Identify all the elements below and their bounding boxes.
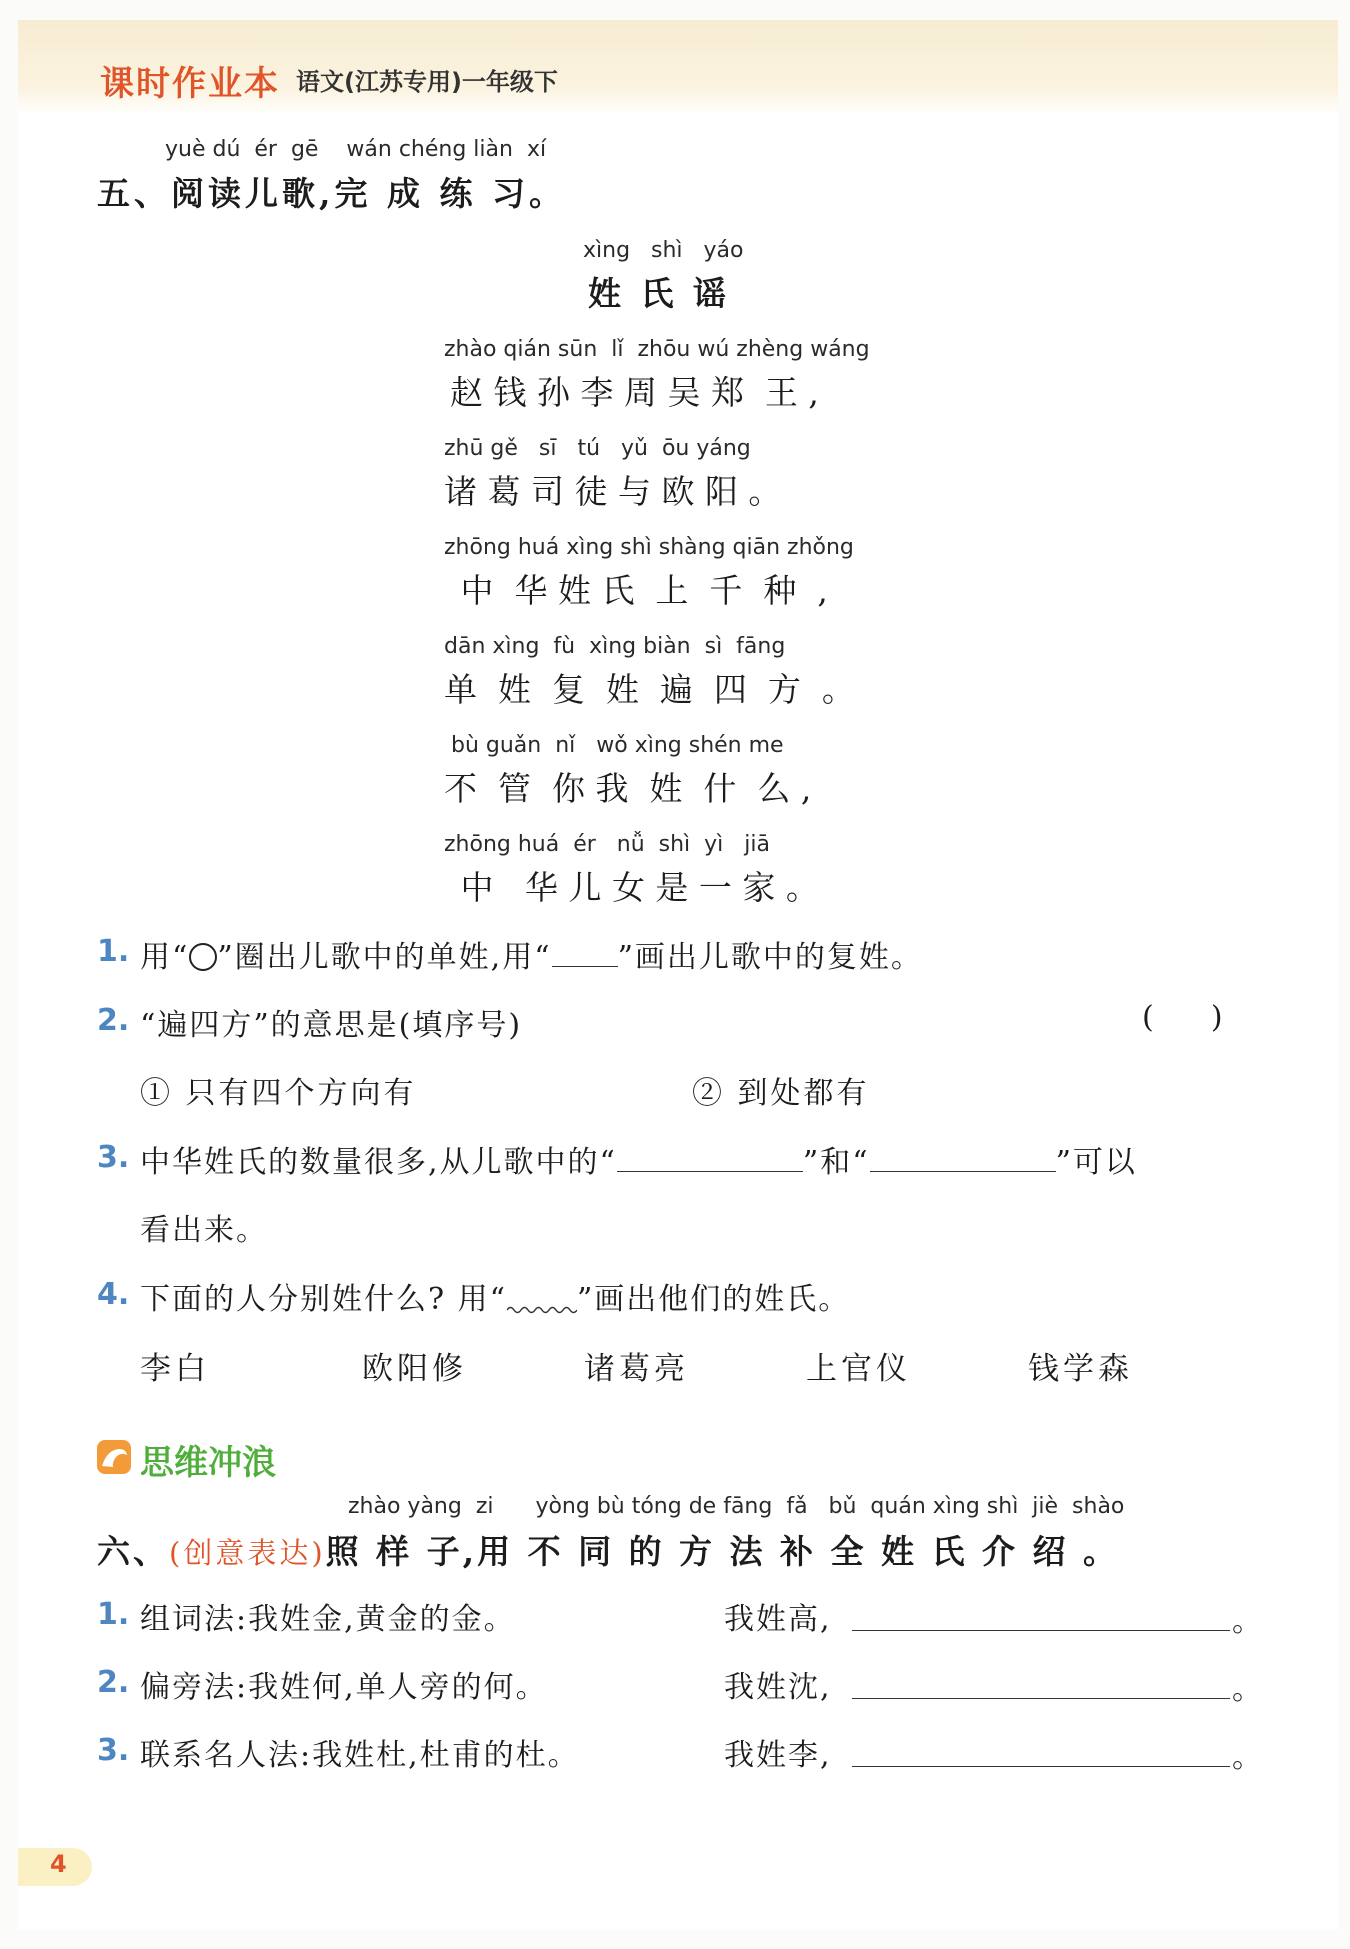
person-name[interactable]: 李白 [140, 1351, 210, 1387]
option-1: ① 只有四个方向有 [140, 1076, 417, 1111]
poem-line-pinyin: zhū gě sī tú yǔ ōu yáng [444, 436, 751, 461]
question-number: 2. [97, 1003, 130, 1038]
prompt-sentence: 我姓沈, [724, 1670, 832, 1705]
book-title: 课时作业本 [100, 64, 280, 104]
question-number: 1. [97, 934, 130, 969]
question-3-continuation: 看出来。 [140, 1213, 268, 1248]
period: 。 [1232, 1604, 1262, 1639]
section5-title: 五、阅读儿歌,完 成 练 习。 [97, 174, 566, 213]
poem-line: 单 姓 复 姓 遍 四 方 。 [444, 670, 855, 709]
poem-line: 赵 钱 孙 李 周 吴 郑 王 , [450, 373, 819, 412]
wavy-underline-symbol [507, 1281, 577, 1309]
poem-line: 中 华 儿 女 是 一 家 。 [450, 868, 819, 907]
poem-line-pinyin: bù guǎn nǐ wǒ xìng shén me [444, 733, 784, 758]
example-sentence: 组词法:我姓金,黄金的金。 [140, 1602, 516, 1637]
poem-line: 中 华 姓 氏 上 千 种 , [450, 571, 828, 610]
person-name[interactable]: 上官仪 [806, 1351, 911, 1387]
person-name[interactable]: 欧阳修 [362, 1351, 467, 1387]
question-number: 3. [97, 1140, 130, 1175]
section6-title: 六、(创意表达)照 样 子,用 不 同 的 方 法 补 全 姓 氏 介 绍 。 [97, 1532, 1119, 1571]
answer-blank[interactable] [870, 1143, 1056, 1172]
period: 。 [1232, 1672, 1262, 1707]
question-2-text: “遍四方”的意思是(填序号) [140, 1008, 523, 1043]
option-2: ② 到处都有 [692, 1076, 870, 1111]
poem-line: 诸 葛 司 徒 与 欧 阳 。 [444, 472, 782, 511]
poem-line-pinyin: zhōng huá ér nǚ shì yì jiā [444, 832, 770, 857]
question-number: 4. [97, 1277, 130, 1312]
poem-line-pinyin: dān xìng fù xìng biàn sì fāng [444, 634, 786, 659]
poem-title-pinyin: xìng shì yáo [583, 238, 744, 263]
circle-symbol-icon [189, 943, 217, 971]
answer-line[interactable] [852, 1698, 1230, 1699]
wave-icon [97, 1440, 131, 1474]
question-number: 3. [97, 1733, 130, 1768]
poem-line-pinyin: zhào qián sūn lǐ zhōu wú zhèng wáng [444, 337, 870, 362]
answer-parentheses[interactable]: ( ) [1142, 1000, 1223, 1035]
question-number: 1. [97, 1597, 130, 1632]
section-heading: 思维冲浪 [140, 1443, 276, 1483]
poem-line-pinyin: zhōng huá xìng shì shàng qiān zhǒng [444, 535, 854, 560]
question-3-text: 中华姓氏的数量很多,从儿歌中的“ ”和“ ”可以 [140, 1145, 1137, 1180]
answer-line[interactable] [852, 1766, 1230, 1767]
prompt-sentence: 我姓高, [724, 1602, 832, 1637]
person-name[interactable]: 钱学森 [1028, 1351, 1133, 1387]
person-name[interactable]: 诸葛亮 [584, 1351, 689, 1387]
creative-tag: (创意表达) [169, 1536, 326, 1570]
example-sentence: 联系名人法:我姓杜,杜甫的杜。 [140, 1738, 580, 1773]
poem-line: 不 管 你 我 姓 什 么 , [444, 769, 812, 808]
question-number: 2. [97, 1665, 130, 1700]
answer-blank[interactable] [617, 1143, 803, 1172]
question-4-text: 下面的人分别姓什么? 用“ ”画出他们的姓氏。 [140, 1282, 851, 1317]
section5-pinyin: yuè dú ér gē wán chéng liàn xí [165, 137, 547, 162]
answer-line[interactable] [852, 1630, 1230, 1631]
example-sentence: 偏旁法:我姓何,单人旁的何。 [140, 1670, 548, 1705]
poem-title: 姓 氏 谣 [588, 274, 730, 313]
question-1-text: 用“ ”圈出儿歌中的单姓,用“ ”画出儿歌中的复姓。 [140, 940, 923, 975]
prompt-sentence: 我姓李, [724, 1738, 832, 1773]
page-number: 4 [50, 1850, 67, 1878]
period: 。 [1232, 1740, 1262, 1775]
section6-pinyin: zhào yàng zi yòng bù tóng de fāng fǎ bǔ quán xìng shì jiè shào [348, 1494, 1125, 1519]
book-subtitle: 语文(江苏专用)一年级下 [296, 68, 558, 96]
underline-symbol [552, 938, 618, 967]
